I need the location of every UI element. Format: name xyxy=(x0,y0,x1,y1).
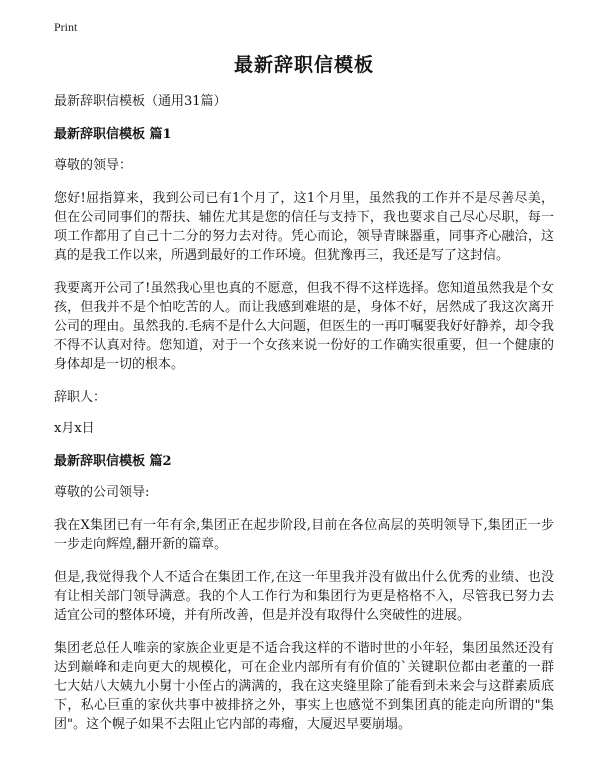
paragraph: 集团老总任人唯亲的家族企业更是不适合我这样的不谐时世的小年轻，集团虽然还没有达到巅峰和走向更大的规模化，可在企业内部所有有价值的`关键职位都由老董的一群七大姑八大姨九小舅十小侄占的满满的，我在这夹缝里除了能看到未来会与这群素质底下，私心巨重的家伙共事中被排挤之外，事实上也感觉不到集团真的能走向所谓的"集团"。这个幌子如果不去阻止它内部的毒瘤，大厦迟早要崩塌。 xyxy=(54,641,554,732)
paragraph: 但是,我觉得我个人不适合在集团工作,在这一年里我并没有做出什么优秀的业绩、也没有让相关部门领导满意。我的个人工作行为和集团行为更是格格不入，尽管我已努力去适宜公司的整体环境，并有所改善，但是并没有取得什么突破性的进展。 xyxy=(54,570,554,623)
salutation: 尊敬的领导： xyxy=(54,158,133,173)
document-subtitle: 最新辞职信模板（通用31篇） xyxy=(54,94,227,109)
print-label: Print xyxy=(54,20,78,34)
document-title: 最新辞职信模板 xyxy=(233,54,374,76)
paragraph: 我要离开公司了!虽然我心里也真的不愿意，但我不得不这样选择。您知道虽然我是个女孩，但我并不是个怕吃苦的人。而让我感到难堪的是，身体不好，居然成了我这次离开公司的理由。虽然我的.毛病不是什么大问题，但医生的一再叮嘱要我好好静养，却令我不得不认真对待。您知道，对于一个女孩来说一份好的工作确实很重要，但一个健康的身体却是一切的根本。 xyxy=(54,281,554,372)
section-heading: 最新辞职信模板 篇2 xyxy=(54,454,172,469)
section-heading: 最新辞职信模板 篇1 xyxy=(54,127,172,142)
salutation: 尊敬的公司领导: xyxy=(54,485,150,500)
signature-line: 辞职人： xyxy=(54,390,107,405)
paragraph: 您好!屈指算来，我到公司已有1个月了，这1个月里，虽然我的工作并不是尽善尽美，但在公司同事们的帮扶、辅佐尤其是您的信任与支持下，我也要求自己尽心尽职，每一项工作都用了自己十二分的努力去对待。凭心而论，领导青睐器重，同事齐心融洽，这真的是我工作以来，所遇到最好的工作环境。但犹豫再三，我还是写了这封信。 xyxy=(54,191,554,263)
document-body xyxy=(54,50,554,748)
date-line: x月x日 xyxy=(54,421,95,436)
paragraph: 我在X集团已有一年有余,集团正在起步阶段,目前在各位高层的英明领导下,集团正一步一步走向辉煌,翻开新的篇章。 xyxy=(54,518,554,552)
